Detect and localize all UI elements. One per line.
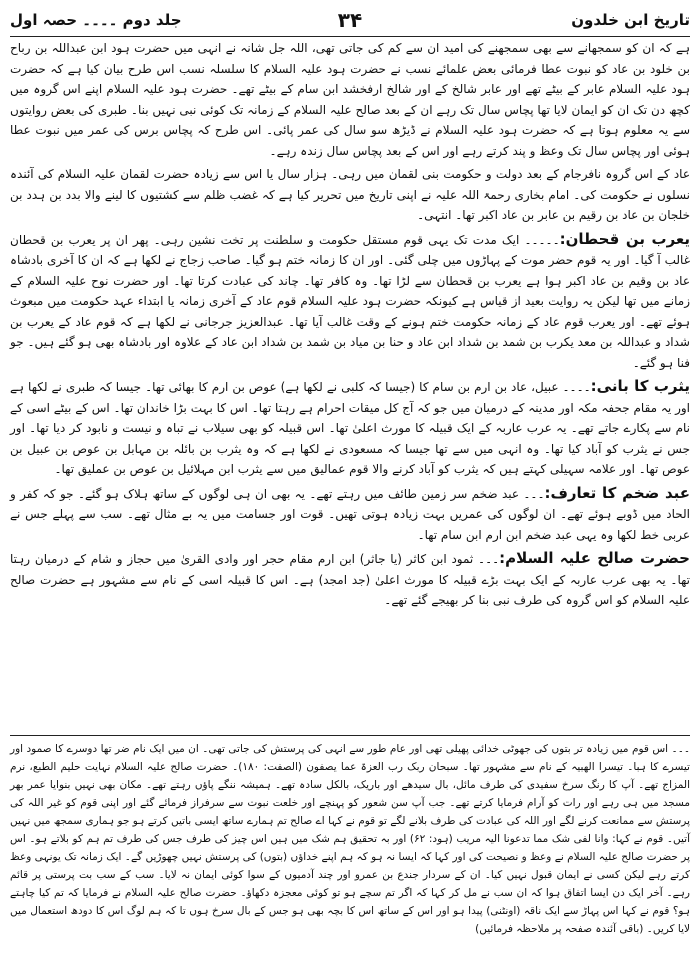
paragraph-text: ۔۔۔۔ عبیل، عاد بن ارم بن سام کا (جیسا کہ کلبی نے لکھا ہے) عوص بن ارم کا بھائی تھا۔ جیسا کہ طبری نے لکھا ہے اور یہ مقام جحفہ مکہ اور مدینہ کے درمیان میں جو کہ آج کل میقات احرام ہے رہتا تھا۔ اس کا بہت بڑا خاندان تھا۔ اس کے بیٹے اسی کے نام سے پکارے جاتے تھے۔ یہ عرب عاربہ کے ایک قبیلہ کا مورث اعلیٰ تھا۔ اس قبیلہ کو بھی سیلاب نے تباہ و نیست و نابود کر دیا تھا۔ اور جس نے یثرب کو آباد کیا تھا۔ وہ انہی میں سے تھا جیسا کہ مسعودی نے لکھا ہے کہ وہ یثرب بن بائلہ بن مہابل بن عوص بن عبیل بن عوص تھا۔ اور علامہ سہیلی کہتے ہیں کہ یثرب کو آباد کرنے والا قوم عمالیق میں سے یثرب ابن مہلائیل بن عوص بن عملیق تھا۔ xyxy=(10,380,690,476)
paragraph xyxy=(10,376,690,480)
paragraph: عاد کے اس گروہ نافرجام کے بعد دولت و حکومت بنی لقمان میں رہی۔ ہزار سال یا اس سے زیادہ حضرت لقمان علیہ السلام کی آئندہ نسلوں نے حکومت کی۔ امام بخاری رحمۃ اللہ علیہ نے اپنی تاریخ میں تحریر کیا ہے کہ غضب ظلم سے کشتیوں کا لینے والا بدد بن ہدد بن خلجان بن عاد بن رقیم بن عابر بن عاد اکبر تھا۔ انتہی۔ xyxy=(10,167,690,222)
paragraph xyxy=(10,483,690,546)
section-heading: عبد ضخم کا تعارف: xyxy=(544,483,690,502)
page-number: ۳۴ xyxy=(337,8,363,32)
volume-label: جلد دوم ۔۔۔۔ حصہ اول xyxy=(10,11,182,29)
section-heading: حضرت صالح علیہ السلام: xyxy=(499,549,690,567)
paragraph-text: ۔۔۔ عبد ضخم سر زمین طائف میں رہتے تھے۔ یہ بھی ان ہی لوگوں کے ساتھ ہلاک ہو گئے۔ جو کہ کفر و الحاد میں ڈوبے ہوئے تھے۔ ان لوگوں کی عمریں بہت زیادہ ہوتی تھیں۔ قوت اور جسامت میں یہ بے مثال تھے۔ سب سے پہلے جس نے عربی خط لکھا وہ یہی عبد ضخم ابن ارم ابن سام تھا۔ xyxy=(10,486,690,542)
footnotes xyxy=(10,740,690,938)
footnote-rule xyxy=(10,735,690,736)
paragraph xyxy=(10,548,690,611)
main-text xyxy=(10,38,690,614)
header-rule xyxy=(10,36,690,37)
footnote: ۔۔۔ اس قوم میں زیادہ تر بتوں کی جھوٹی خدائی پھیلی تھی اور عام طور سے انہی کی پرستش کی جاتی تھی۔ ان میں ایک نام ضر تھا دوسرے کا صمود اور تیسرے کا ہبا۔ تیسرا الھبیہ کے نام سے مشہور تھا۔ سبحان ربک رب العزۃ عما یصفون (الصفت: ۱۸۰)۔ حضرت صالح علیہ السلام نہایت حلیم الطبع، نرم المزاج تھے۔ آپ کا رنگ سرخ سفیدی کی طرف مائل، بال سیدھے اور باریک، بالکل سادہ تھے۔ ہمیشہ ننگے پاؤں رہتے تھے۔ مکان بھی نہیں بنوایا عمر بھر مسجد میں ہی رہے اور رات کو آرام فرمایا کرتے تھے۔ جب آپ سن شعور کو پہنچے اور خلعت نبوت سے سرفراز فرمائے گئے اور اپنی قوم کو غیر اللہ کی پرستش سے ممانعت کرنے لگے اور اللہ کی عبادت کی طرف بلانے لگے تو قوم نے کہا اے صالح تم ہمارے ساتھ ایسی باتیں کرتے ہو جو ہماری سمجھ میں نہیں آتیں۔ قوم نے کہا: وانا لفی شک مما تدعونا الیہ مریب (ہود: ۶۲) اور بہ تحقیق ہم شک میں ہیں اس چیز کی طرف جس کی طرف تم ہم کو بلاتے ہو۔ اس پر حضرت صالح علیہ السلام نے وعظ و نصیحت کی اور کہا کہ ایسا نہ ہو کہ ہم اپنے خداؤں (بتوں) کی پرستش نہیں چھوڑیں گے۔ ایک زمانہ تک یونہی وعظ کرتے رہے لیکن کسی نے ایمان قبول نہیں کیا۔ ان کے سردار جندع بن عمرو اور چند آدمیوں کے سوا کوئی ایمان نہ لایا۔ سب کے سب بت پرستی پر قائم رہے۔ آخر ایک دن ایسا اتفاق ہوا کہ ان سب نے مل کر کہا کہ اگر تم سچے ہو تو کوئی معجزہ دکھاؤ۔ حضرت صالح علیہ السلام نے فرمایا کہ تم کیا چاہتے ہو؟ قوم نے کہا اس پہاڑ سے ایک ناقہ (اونٹنی) پیدا ہو اور اس کے ساتھ اس کا بچہ بھی ہو جس کے بال سرخ ہوں تا کہ ہم لوگ اس کا دودھ استعمال میں لایا کریں۔ (باقی آئندہ صفحہ پر ملاحظہ فرمائیں) xyxy=(10,743,691,935)
book-title: تاریخ ابن خلدون xyxy=(571,11,690,29)
section-heading: یثرب کا بانی: xyxy=(590,377,691,395)
paragraph-text: ۔۔۔ ثمود ابن کاثر (یا جاثر) ابن ارم مقام حجر اور وادی القریٰ میں حجاز و شام کے درمیان رہتا تھا۔ یہ بھی عرب عاربہ کے ایک بہت بڑے قبیلہ کا مورث اعلیٰ (جد امجد) ہے۔ اس کا قبیلہ اسی کے نام سے مشہور ہے حضرت صالح علیہ السلام کو اس گروہ کی طرف نبی بنا کر بھیجے گئے تھے۔ xyxy=(10,552,690,607)
paragraph-text: ۔۔۔۔۔ ایک مدت تک یہی قوم مستقل حکومت و سلطنت پر تخت نشین رہی۔ پھر ان پر یعرب بن قحطان غالب آ گیا۔ اور یہ قوم حضر موت کے پہاڑوں میں چلی گئی۔ اور ان کا زمانہ ختم ہو گیا۔ صاحب زجاج نے لکھا ہے کہ ان کا آخری بادشاہ عاد بن وقیم بن عاد اکبر ہوا ہے یعرب بن قحطان سے لڑا تھا۔ وہ کافر تھا۔ چاند کی عبادت کرتا تھا۔ اور حضرت نوح علیہ السلام کے زمانے میں تھا لیکن یہ روایت بعید از قیاس ہے کیونکہ حضرت ہود علیہ السلام قوم عاد کے آخری زمانہ یا ابتداء عہد حکومت میں مبعوث ہوئے تھے۔ اور یعرب قوم عاد کے زمانہ حکومت ختم ہونے کے وقت غالب آیا تھا۔ عبدالعزیز جرجانی نے لکھا ہے کہ قوم عاد کے یعرب بن شداد و عبداللہ بن معد یکرب بن شمد بن شداد ابن عاد و حنا بن میاد بن شمد بن شداد ابن عاد کے علاوہ اور بادشاہ بھی ہو گئے ہیں۔ جو فنا ہو گئے۔ xyxy=(10,232,690,370)
section-heading: یعرب بن قحطان: xyxy=(559,229,691,248)
paragraph: ہے کہ ان کو سمجھانے سے بھی سمجھنے کی امید ان سے کم کی جاتی تھی، اللہ جل شانہ نے انہی میں حضرت ہود ابن عبداللہ بن رباح بن خلود بن عاد کو نبوت عطا فرمائی بعض علمائے نسب نے حضرت ہود علیہ السلام کا سلسلہ نسب اس طرح بیان کیا ہے کہ حضرت ہود علیہ السلام عابر کے بیٹے تھے اور عابر شالخ کے اور شالخ ارفخشد ابن سام کے بیٹے تھے۔ حضرت ہود علیہ السلام اپنے اس گروہ میں کچھ دن تک ان کو ایمان لایا تھا پچاس سال تک رہے ان کے بعد صالح علیہ السلام کے زمانہ تک کوئی نبی نہیں بنا۔ طبری کی بعض روایتوں سے یہ معلوم ہوتا ہے کہ حضرت ہود علیہ السلام نے ڈیڑھ سو سال کی عمر پائی۔ اس طرح کہ پچاس برس کی عمر میں نبوت عطا ہوئی اور پچاس سال تک وعظ و پند کرتے رہے اور اس کے بعد پچاس سال زندہ رہے۔ xyxy=(10,41,690,158)
running-header xyxy=(10,6,690,34)
paragraph xyxy=(10,229,690,374)
